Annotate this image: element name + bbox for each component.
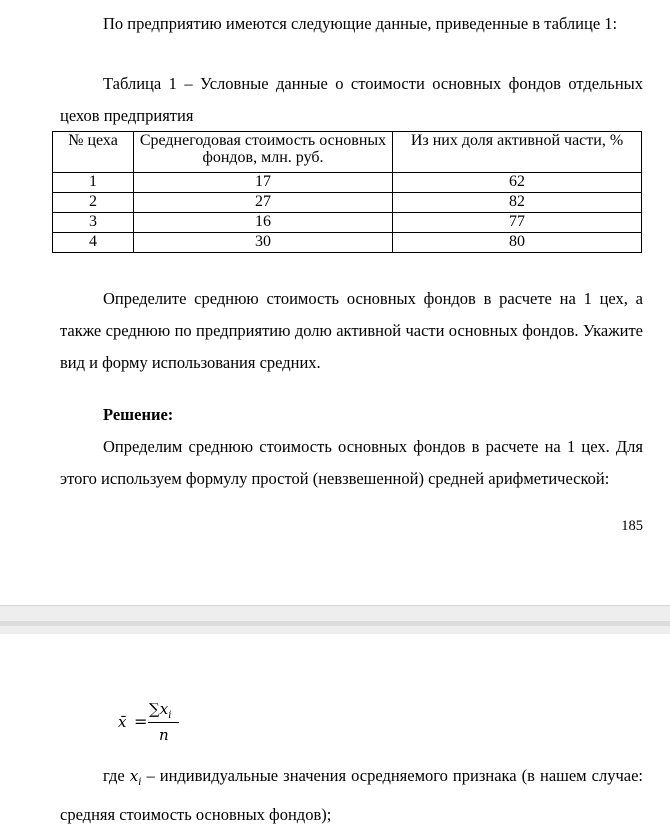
- table-cell: 62: [393, 173, 642, 193]
- table-cell: 2: [53, 193, 134, 213]
- solution-heading: Решение:: [103, 405, 174, 424]
- formula-denominator: n: [159, 726, 169, 744]
- table-cell: 77: [393, 213, 642, 233]
- page-number: 185: [621, 518, 643, 534]
- table-cell: 80: [393, 233, 642, 253]
- intro-paragraph: По предприятию имеются следующие данные, приведенные в таблице 1:: [103, 14, 618, 33]
- sum-symbol: ∑: [149, 700, 160, 718]
- table-cell: 30: [134, 233, 393, 253]
- table-cell: 16: [134, 213, 393, 233]
- formula-sub: i: [168, 710, 172, 721]
- page-separator-line: [0, 621, 670, 626]
- xi-symbol: [129, 767, 142, 788]
- table-cell: 4: [53, 233, 134, 253]
- xi-var: x: [129, 767, 139, 785]
- table-cell: 27: [134, 193, 393, 213]
- header-cell: Среднегодовая стоимость основных фондов, млн. руб.: [134, 132, 393, 173]
- table-row: [53, 193, 642, 213]
- table-cell: 1: [53, 173, 134, 193]
- where-paragraph: [60, 760, 643, 831]
- where-prefix: где: [103, 766, 125, 785]
- header-cell: Из них доля активной части, %: [393, 132, 642, 173]
- table-caption: Таблица 1 – Условные данные о стоимости основных фондов отдельных цехов предприятия: [60, 74, 643, 125]
- header-cell: № цеха: [53, 132, 134, 173]
- table-header-row: [53, 132, 642, 173]
- mean-formula: [114, 700, 204, 752]
- where-text: – индивидуальные значения осредняемого признака (в нашем случае: средняя стоимость основных фондов);: [60, 766, 643, 824]
- formula-equals: =: [134, 712, 148, 731]
- table-cell: 82: [393, 193, 642, 213]
- table-row: [53, 213, 642, 233]
- table-row: [53, 173, 642, 193]
- fraction-bar: [148, 722, 179, 723]
- formula-lhs: x̄: [118, 713, 127, 731]
- formula-numerator: [149, 700, 171, 721]
- table-row: [53, 233, 642, 253]
- table-cell: 3: [53, 213, 134, 233]
- xi-sub: i: [138, 777, 142, 788]
- page-separator: [0, 605, 670, 634]
- formula-var: x: [159, 700, 169, 718]
- data-table: [52, 131, 642, 253]
- table-cell: 17: [134, 173, 393, 193]
- task-paragraph: Определите среднюю стоимость основных фондов в расчете на 1 цех, а также среднюю по предприятию долю активной части основных фондов. Укажите вид и форму использования средних.: [60, 289, 643, 372]
- solution-paragraph: Определим среднюю стоимость основных фондов в расчете на 1 цех. Для этого используем формулу простой (невзвешенной) средней арифметической:: [60, 437, 643, 488]
